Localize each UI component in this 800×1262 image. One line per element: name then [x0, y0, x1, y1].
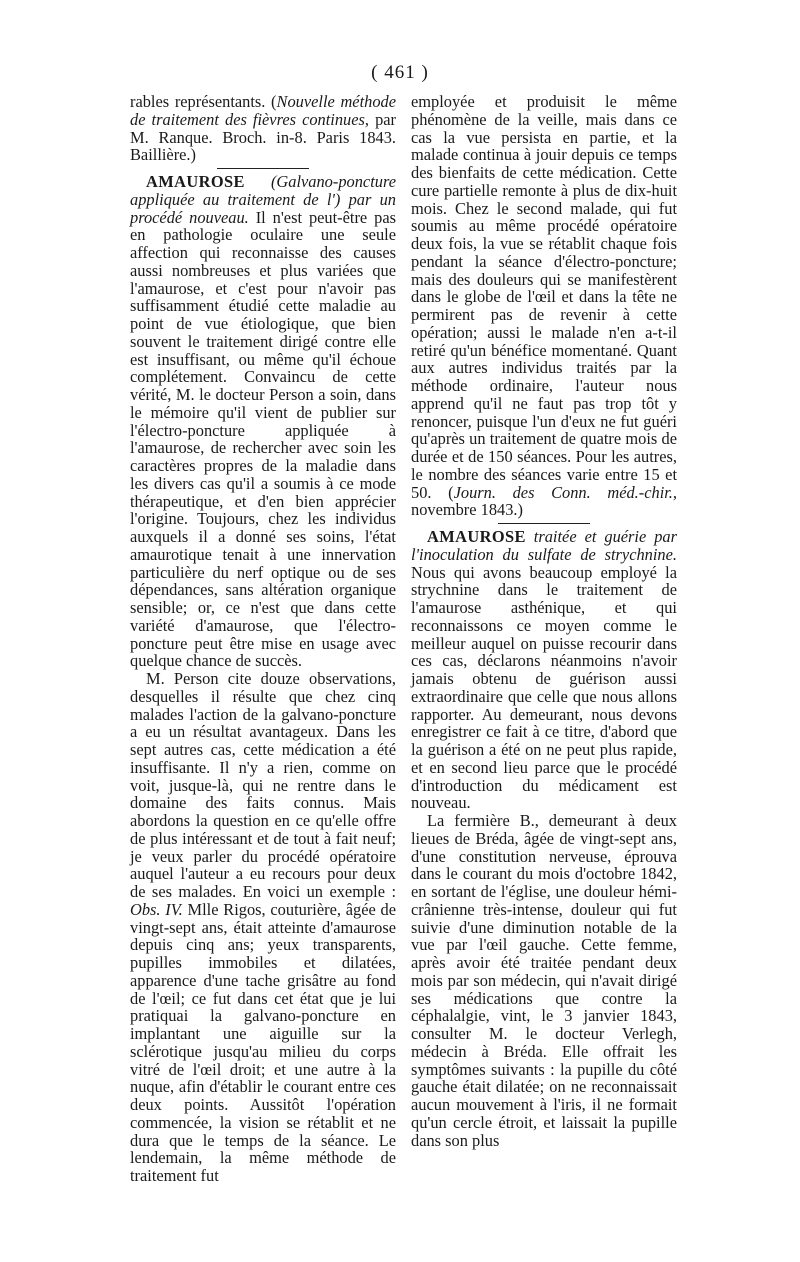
left-p2-text: Il n'est peut-être pas en pathologie oculaire une seule affection qui reconnaisse des causes aussi nombreuses et plus variées que l'amaurose, et c'est pour n'avoir pas suffisamment étudié cette maladie au point de vue étiologique, que bien souvent le traitement dirigé contre elle est insuffisant, ou même qu'il échoue complétement. Convaincu de cette vérité, M. le docteur Person a soin, dans le mémoire qu'il vient de publier sur l'électro-poncture appliquée à l'amaurose, de rechercher avec soin les caractères propres de la maladie dans les divers cas qu'il a soumis à ce mode thérapeutique, et d'en bien apprécier l'origine. Toujours, chez les individus auxquels il a donné ses soins, l'état amaurotique tenait à une innervation particulière du nerf optique ou de ses dépendances, sans altération organique sensible; or, ce n'est que dans cette variété d'amaurose, que l'électro-poncture peut être mise en usage avec quelque chance de succès. — [130, 207, 396, 671]
left-paragraph-3 — [130, 670, 396, 1185]
right-paragraph-2 — [411, 528, 677, 812]
left-paragraph-1 — [130, 93, 396, 164]
left-article-heading: AMAUROSE — [146, 172, 245, 191]
section-divider — [217, 168, 309, 169]
left-p1-text: rables représentants. ( — [130, 92, 277, 111]
right-article-subtitle: traitée et guérie par l'inoculation du sulfate de strychnine. — [411, 527, 677, 564]
right-article-heading: AMAUROSE — [427, 527, 526, 546]
left-p1-citation-title: Nouvelle méthode de traitement des fièvres continues — [130, 92, 396, 129]
left-p3-observation-label: Obs. IV. — [130, 899, 183, 919]
page-number: ( 461 ) — [371, 62, 429, 83]
right-p2-text: Nous qui avons beaucoup employé la strychnine dans le traitement de l'amaurose asthénique, et qui reconnaissons ce moyen comme le meilleur auquel on puisse recourir dans ces cas, déclarons néanmoins n'avoir jamais obtenu de guérison aussi extraordinaire que celle que nous allons rapporter. Au demeurant, nous devons enregistrer ce fait à ce titre, d'abord que la guérison a été on ne peut plus rapide, et en second lieu parce que le procédé d'introduction du médicament est nouveau. — [411, 562, 677, 813]
left-paragraph-2 — [130, 173, 396, 670]
left-article-subtitle: (Galvano-poncture appliquée au traitement de l') par un procédé nouveau. — [130, 172, 396, 227]
right-column — [411, 93, 677, 1149]
left-p3-text: M. Person cite douze observations, desquelles il résulte que chez cinq malades l'action de la galvano-poncture a eu un résultat avantageux. Dans les sept autres cas, cette médication a été insuffisante. Il n'y a rien, comme on voit, jusque-là, qui ne rentre dans le domaine des faits connus. Mais abordons la question en ce qu'elle offre de plus intéressant et de tout à fait neuf; je veux parler du procédé opératoire auquel l'auteur a eu recours pour deux de ses malades. En voici un exemple : — [130, 669, 396, 901]
right-p1-citation-title: Journ. des Conn. méd.-chir. — [453, 482, 673, 502]
left-p3-text-continued: Mlle Rigos, couturière, âgée de vingt-sept ans, était atteinte d'amaurose depuis cinq ans; yeux transparents, pupilles immobiles et dilatées, apparence d'une tache grisâtre au fond de l'œil; ce fut dans cet état que je lui pratiquai la galvano-poncture en implantant une aiguille sur la sclérotique jusqu'au milieu du corps vitré de l'œil droit; et une autre à la nuque, afin d'établir le courant entre ces deux points. Aussitôt l'opération commencée, la vision se rétablit et ne dura que le temps de la séance. Le lendemain, la même méthode de traitement fut — [130, 899, 396, 1185]
right-paragraph-1 — [411, 93, 677, 519]
section-divider — [498, 523, 590, 524]
left-p1-citation-rest: , par M. Ranque. Broch. in-8. Paris 1843. Baillière.) — [130, 109, 397, 165]
right-paragraph-3 — [411, 812, 677, 1149]
right-p1-text: employée et produisit le même phénomène de la veille, mais dans ce cas la vue persista en partie, et la malade continua à jouir depuis ce temps des bienfaits de cette médication. Cette cure partielle remonte à plus de dix-huit mois. Chez le second malade, qui fut soumis au même procédé opératoire deux fois, la vue se rétablit chaque fois pendant la séance d'électro-poncture; mais des douleurs qui se manifestèrent dans le globe de l'œil et dans la tête ne permirent pas de revenir à cette opération; aussi le malade n'en a-t-il retiré qu'un bénéfice momentané. Quant aux autres individus traités par la méthode ordinaire, l'auteur nous apprend qu'il ne faut pas trop tôt y renoncer, puisque l'un d'eux ne fut guéri qu'après un traitement de quatre mois de durée et de 150 séances. Pour les autres, le nombre des séances varie entre 15 et 50. ( — [411, 92, 677, 502]
left-column — [130, 93, 396, 1185]
right-p1-citation-rest: , novembre 1843.) — [411, 482, 678, 520]
right-p3-text: La fermière B., demeurant à deux lieues de Bréda, âgée de vingt-sept ans, d'une constitution nerveuse, éprouva dans le courant du mois d'octobre 1842, en sortant de l'église, une douleur hémi-crânienne très-intense, douleur qui fut suivie d'une diminution notable de la vue par l'œil gauche. Cette femme, après avoir été traitée pendant deux mois par son médecin, qui n'avait dirigé ses médications que contre la céphalalgie, vint, le 3 janvier 1843, consulter M. le docteur Verlegh, médecin à Bréda. Elle offrait les symptômes suivants : la pupille du côté gauche était dilatée; on ne reconnaissait aucun mouvement à l'iris, il ne formait qu'un cercle étroit, et laissait la pupille dans son plus — [411, 811, 677, 1150]
